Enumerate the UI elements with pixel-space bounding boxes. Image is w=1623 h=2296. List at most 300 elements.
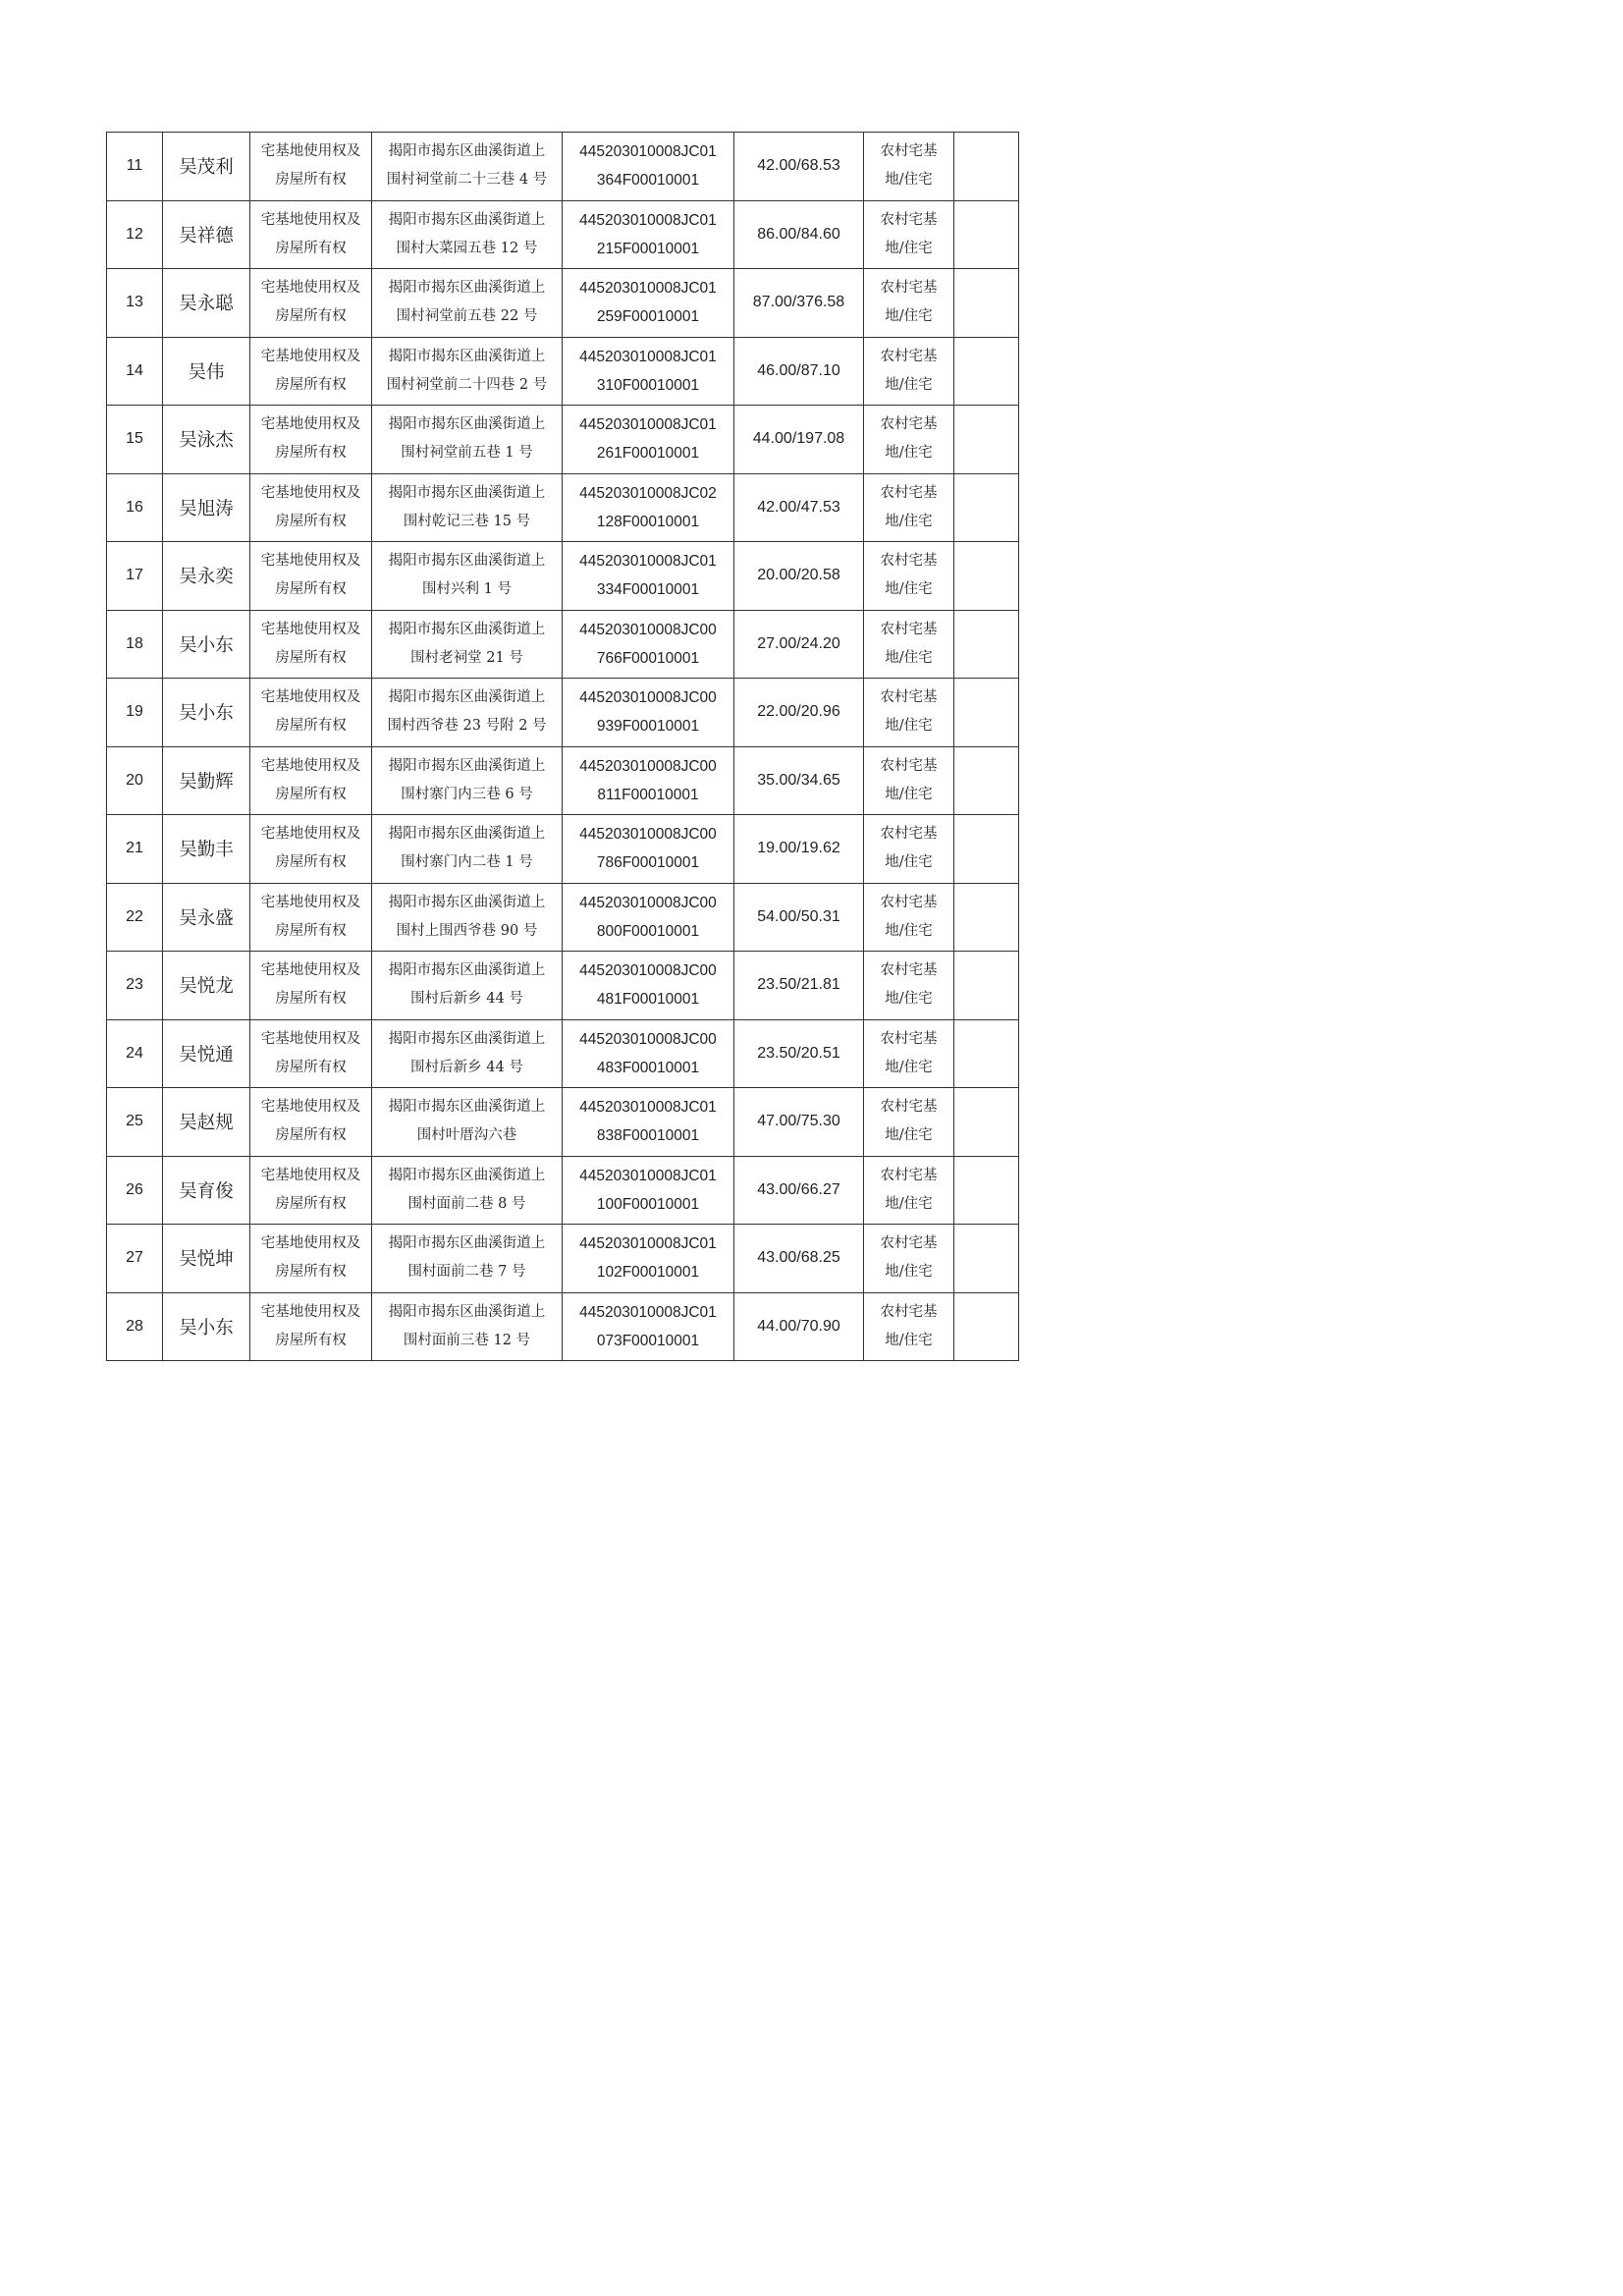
right-type-cell-line: 房屋所有权 [275, 445, 347, 462]
right-type-cell-line: 房屋所有权 [275, 1127, 347, 1144]
land-use-cell-line: 地/住宅 [885, 991, 933, 1008]
unit-code-cell-line: 766F00010001 [596, 649, 700, 667]
row-number-cell: 25 [107, 1088, 163, 1157]
land-use-cell-line: 地/住宅 [885, 649, 933, 666]
unit-code-cell-line: 445203010008JC01 [579, 1235, 717, 1253]
row-number-cell: 16 [107, 473, 163, 542]
row-number-cell: 14 [107, 337, 163, 406]
location-cell-line: 揭阳市揭东区曲溪街道上 [388, 484, 546, 501]
unit-code-cell [563, 1156, 734, 1225]
land-use-cell-line: 地/住宅 [885, 922, 933, 939]
right-type-cell [250, 883, 372, 952]
area-cell: 22.00/20.96 [734, 679, 864, 747]
right-type-cell [250, 746, 372, 815]
location-cell [372, 269, 563, 338]
remark-cell [954, 1156, 1019, 1225]
right-type-cell-line: 房屋所有权 [275, 649, 347, 666]
right-type-cell [250, 337, 372, 406]
unit-code-cell-line: 073F00010001 [596, 1332, 700, 1349]
right-type-cell [250, 952, 372, 1020]
owner-name-cell: 吴永聪 [163, 269, 250, 338]
land-use-cell [864, 200, 954, 269]
land-use-cell-line: 地/住宅 [885, 1195, 933, 1212]
location-cell [372, 746, 563, 815]
land-use-cell-line: 地/住宅 [885, 581, 933, 598]
row-number-cell: 19 [107, 679, 163, 747]
land-use-cell-line: 农村宅基 [880, 1235, 938, 1252]
land-use-cell [864, 542, 954, 611]
location-cell [372, 406, 563, 474]
table-row [107, 610, 1019, 679]
area-cell: 23.50/21.81 [734, 952, 864, 1020]
location-cell-line: 围村寨门内二巷 1 号 [401, 854, 533, 871]
remark-cell [954, 746, 1019, 815]
unit-code-cell-line: 445203010008JC01 [579, 1099, 717, 1117]
remark-cell [954, 1225, 1019, 1293]
right-type-cell-line: 宅基地使用权及 [260, 826, 361, 843]
area-cell: 43.00/66.27 [734, 1156, 864, 1225]
area-cell: 19.00/19.62 [734, 815, 864, 884]
unit-code-cell-line: 310F00010001 [596, 376, 700, 394]
table-row [107, 952, 1019, 1020]
right-type-cell-line: 房屋所有权 [275, 922, 347, 939]
right-type-cell-line: 宅基地使用权及 [260, 962, 361, 979]
location-cell-line: 围村祠堂前五巷 22 号 [396, 308, 538, 325]
unit-code-cell [563, 1292, 734, 1361]
location-cell [372, 473, 563, 542]
owner-name-cell: 吴勤辉 [163, 746, 250, 815]
right-type-cell-line: 房屋所有权 [275, 1195, 347, 1212]
table-row [107, 679, 1019, 747]
land-use-cell-line: 地/住宅 [885, 308, 933, 325]
unit-code-cell-line: 838F00010001 [596, 1127, 700, 1145]
land-use-cell-line: 农村宅基 [880, 553, 938, 570]
right-type-cell-line: 房屋所有权 [275, 308, 347, 325]
unit-code-cell [563, 406, 734, 474]
unit-code-cell-line: 481F00010001 [596, 991, 700, 1009]
remark-cell [954, 337, 1019, 406]
land-use-cell [864, 1088, 954, 1157]
row-number-cell: 18 [107, 610, 163, 679]
owner-name-cell: 吴小东 [163, 679, 250, 747]
right-type-cell [250, 542, 372, 611]
right-type-cell [250, 1088, 372, 1157]
owner-name-cell: 吴泳杰 [163, 406, 250, 474]
location-cell-line: 揭阳市揭东区曲溪街道上 [388, 962, 546, 979]
land-use-cell [864, 883, 954, 952]
remark-cell [954, 952, 1019, 1020]
right-type-cell [250, 269, 372, 338]
location-cell-line: 围村兴利 1 号 [422, 581, 512, 598]
location-cell-line: 围村祠堂前二十四巷 2 号 [386, 376, 548, 393]
remark-cell [954, 883, 1019, 952]
unit-code-cell [563, 1225, 734, 1293]
owner-name-cell: 吴育俊 [163, 1156, 250, 1225]
land-use-cell [864, 815, 954, 884]
land-use-cell-line: 农村宅基 [880, 348, 938, 364]
unit-code-cell [563, 200, 734, 269]
right-type-cell-line: 宅基地使用权及 [260, 280, 361, 297]
unit-code-cell-line: 445203010008JC00 [579, 621, 717, 638]
location-cell [372, 200, 563, 269]
unit-code-cell-line: 445203010008JC01 [579, 143, 717, 161]
right-type-cell [250, 1225, 372, 1293]
location-cell [372, 1088, 563, 1157]
area-cell: 44.00/197.08 [734, 406, 864, 474]
right-type-cell-line: 房屋所有权 [275, 240, 347, 256]
unit-code-cell-line: 811F00010001 [597, 786, 699, 803]
land-use-cell-line: 农村宅基 [880, 689, 938, 706]
unit-code-cell-line: 939F00010001 [596, 718, 700, 736]
location-cell [372, 1156, 563, 1225]
location-cell-line: 揭阳市揭东区曲溪街道上 [388, 280, 546, 297]
owner-name-cell: 吴永奕 [163, 542, 250, 611]
unit-code-cell-line: 259F00010001 [596, 308, 700, 326]
land-use-cell-line: 地/住宅 [885, 786, 933, 802]
land-use-cell-line: 地/住宅 [885, 1332, 933, 1348]
location-cell-line: 围村祠堂前五巷 1 号 [401, 445, 533, 462]
table-row [107, 473, 1019, 542]
location-cell [372, 1292, 563, 1361]
land-use-cell [864, 679, 954, 747]
location-cell-line: 围村乾记三巷 15 号 [403, 513, 531, 529]
row-number-cell: 22 [107, 883, 163, 952]
remark-cell [954, 815, 1019, 884]
records-table [106, 132, 1019, 1361]
location-cell [372, 1225, 563, 1293]
unit-code-cell [563, 883, 734, 952]
unit-code-cell-line: 445203010008JC01 [579, 280, 717, 298]
remark-cell [954, 679, 1019, 747]
land-use-cell [864, 952, 954, 1020]
table-row [107, 1156, 1019, 1225]
remark-cell [954, 1292, 1019, 1361]
remark-cell [954, 1088, 1019, 1157]
unit-code-cell [563, 815, 734, 884]
table-row [107, 406, 1019, 474]
right-type-cell-line: 房屋所有权 [275, 1332, 347, 1348]
land-use-cell-line: 农村宅基 [880, 621, 938, 637]
area-cell: 23.50/20.51 [734, 1019, 864, 1088]
owner-name-cell: 吴勤丰 [163, 815, 250, 884]
land-use-cell [864, 269, 954, 338]
right-type-cell [250, 133, 372, 201]
location-cell-line: 揭阳市揭东区曲溪街道上 [388, 826, 546, 843]
right-type-cell-line: 宅基地使用权及 [260, 211, 361, 228]
right-type-cell [250, 1292, 372, 1361]
location-cell-line: 揭阳市揭东区曲溪街道上 [388, 143, 546, 160]
land-use-cell-line: 地/住宅 [885, 376, 933, 393]
table-row [107, 1292, 1019, 1361]
owner-name-cell: 吴悦龙 [163, 952, 250, 1020]
row-number-cell: 27 [107, 1225, 163, 1293]
location-cell [372, 1019, 563, 1088]
land-use-cell [864, 610, 954, 679]
land-use-cell-line: 农村宅基 [880, 962, 938, 979]
remark-cell [954, 610, 1019, 679]
right-type-cell [250, 473, 372, 542]
location-cell [372, 542, 563, 611]
right-type-cell-line: 宅基地使用权及 [260, 553, 361, 570]
area-cell: 47.00/75.30 [734, 1088, 864, 1157]
right-type-cell-line: 房屋所有权 [275, 1059, 347, 1075]
land-use-cell [864, 133, 954, 201]
remark-cell [954, 406, 1019, 474]
row-number-cell: 23 [107, 952, 163, 1020]
unit-code-cell-line: 261F00010001 [596, 445, 700, 463]
table-row [107, 269, 1019, 338]
location-cell-line: 揭阳市揭东区曲溪街道上 [388, 553, 546, 570]
location-cell [372, 610, 563, 679]
unit-code-cell-line: 445203010008JC01 [579, 211, 717, 229]
right-type-cell-line: 房屋所有权 [275, 172, 347, 189]
land-use-cell-line: 农村宅基 [880, 1303, 938, 1320]
right-type-cell-line: 宅基地使用权及 [260, 1030, 361, 1047]
remark-cell [954, 269, 1019, 338]
area-cell: 54.00/50.31 [734, 883, 864, 952]
location-cell-line: 围村面前二巷 7 号 [407, 1264, 526, 1281]
location-cell-line: 揭阳市揭东区曲溪街道上 [388, 621, 546, 637]
unit-code-cell-line: 215F00010001 [596, 240, 700, 257]
owner-name-cell: 吴小东 [163, 610, 250, 679]
land-use-cell-line: 农村宅基 [880, 1099, 938, 1116]
location-cell-line: 围村寨门内三巷 6 号 [401, 786, 533, 802]
table-row [107, 883, 1019, 952]
row-number-cell: 13 [107, 269, 163, 338]
location-cell [372, 679, 563, 747]
unit-code-cell-line: 445203010008JC00 [579, 962, 717, 980]
location-cell-line: 围村大菜园五巷 12 号 [396, 240, 538, 256]
land-use-cell-line: 地/住宅 [885, 445, 933, 462]
location-cell-line: 揭阳市揭东区曲溪街道上 [388, 211, 546, 228]
unit-code-cell [563, 952, 734, 1020]
right-type-cell-line: 宅基地使用权及 [260, 1167, 361, 1183]
unit-code-cell-line: 100F00010001 [596, 1195, 700, 1213]
unit-code-cell-line: 445203010008JC01 [579, 1303, 717, 1321]
area-cell: 27.00/24.20 [734, 610, 864, 679]
table-row [107, 1019, 1019, 1088]
remark-cell [954, 473, 1019, 542]
land-use-cell-line: 农村宅基 [880, 484, 938, 501]
unit-code-cell-line: 334F00010001 [596, 581, 700, 599]
right-type-cell [250, 610, 372, 679]
table-row [107, 1088, 1019, 1157]
unit-code-cell-line: 445203010008JC00 [579, 826, 717, 844]
right-type-cell [250, 406, 372, 474]
land-use-cell-line: 农村宅基 [880, 143, 938, 160]
row-number-cell: 12 [107, 200, 163, 269]
land-use-cell-line: 地/住宅 [885, 172, 933, 189]
location-cell-line: 围村后新乡 44 号 [410, 1059, 523, 1075]
land-use-cell-line: 农村宅基 [880, 757, 938, 774]
owner-name-cell: 吴悦坤 [163, 1225, 250, 1293]
area-cell: 87.00/376.58 [734, 269, 864, 338]
owner-name-cell: 吴小东 [163, 1292, 250, 1361]
right-type-cell [250, 1019, 372, 1088]
land-use-cell [864, 337, 954, 406]
table-row [107, 133, 1019, 201]
unit-code-cell-line: 445203010008JC00 [579, 689, 717, 707]
location-cell-line: 揭阳市揭东区曲溪街道上 [388, 1303, 546, 1320]
right-type-cell-line: 宅基地使用权及 [260, 1303, 361, 1320]
unit-code-cell [563, 542, 734, 611]
area-cell: 46.00/87.10 [734, 337, 864, 406]
land-use-cell [864, 746, 954, 815]
unit-code-cell [563, 1088, 734, 1157]
location-cell-line: 围村叶厝沟六巷 [416, 1127, 517, 1144]
owner-name-cell: 吴旭涛 [163, 473, 250, 542]
right-type-cell-line: 房屋所有权 [275, 513, 347, 529]
area-cell: 35.00/34.65 [734, 746, 864, 815]
unit-code-cell [563, 269, 734, 338]
land-use-cell [864, 1019, 954, 1088]
unit-code-cell [563, 1019, 734, 1088]
right-type-cell [250, 679, 372, 747]
unit-code-cell-line: 483F00010001 [596, 1059, 700, 1076]
unit-code-cell [563, 746, 734, 815]
remark-cell [954, 200, 1019, 269]
unit-code-cell-line: 445203010008JC01 [579, 1167, 717, 1184]
land-use-cell [864, 406, 954, 474]
right-type-cell-line: 宅基地使用权及 [260, 757, 361, 774]
right-type-cell-line: 宅基地使用权及 [260, 143, 361, 160]
right-type-cell-line: 宅基地使用权及 [260, 484, 361, 501]
right-type-cell [250, 1156, 372, 1225]
location-cell-line: 揭阳市揭东区曲溪街道上 [388, 757, 546, 774]
location-cell [372, 133, 563, 201]
table-row [107, 815, 1019, 884]
location-cell-line: 揭阳市揭东区曲溪街道上 [388, 416, 546, 433]
row-number-cell: 28 [107, 1292, 163, 1361]
land-use-cell-line: 地/住宅 [885, 1264, 933, 1281]
row-number-cell: 17 [107, 542, 163, 611]
land-use-cell [864, 1156, 954, 1225]
land-use-cell-line: 地/住宅 [885, 854, 933, 871]
location-cell-line: 围村后新乡 44 号 [410, 991, 523, 1008]
unit-code-cell [563, 337, 734, 406]
unit-code-cell [563, 679, 734, 747]
records-table-body [107, 133, 1019, 1361]
right-type-cell-line: 宅基地使用权及 [260, 621, 361, 637]
location-cell [372, 883, 563, 952]
remark-cell [954, 542, 1019, 611]
owner-name-cell: 吴赵规 [163, 1088, 250, 1157]
right-type-cell-line: 房屋所有权 [275, 376, 347, 393]
land-use-cell-line: 地/住宅 [885, 240, 933, 256]
land-use-cell-line: 农村宅基 [880, 416, 938, 433]
unit-code-cell-line: 445203010008JC01 [579, 553, 717, 571]
land-use-cell [864, 1225, 954, 1293]
right-type-cell-line: 宅基地使用权及 [260, 1099, 361, 1116]
remark-cell [954, 1019, 1019, 1088]
location-cell-line: 揭阳市揭东区曲溪街道上 [388, 894, 546, 910]
location-cell [372, 815, 563, 884]
area-cell: 86.00/84.60 [734, 200, 864, 269]
land-use-cell-line: 地/住宅 [885, 1059, 933, 1075]
row-number-cell: 21 [107, 815, 163, 884]
unit-code-cell [563, 610, 734, 679]
right-type-cell-line: 宅基地使用权及 [260, 1235, 361, 1252]
right-type-cell-line: 宅基地使用权及 [260, 689, 361, 706]
right-type-cell-line: 房屋所有权 [275, 718, 347, 735]
table-row [107, 200, 1019, 269]
right-type-cell [250, 815, 372, 884]
location-cell [372, 337, 563, 406]
owner-name-cell: 吴伟 [163, 337, 250, 406]
row-number-cell: 24 [107, 1019, 163, 1088]
land-use-cell [864, 1292, 954, 1361]
land-use-cell-line: 农村宅基 [880, 211, 938, 228]
unit-code-cell-line: 800F00010001 [596, 922, 700, 940]
right-type-cell-line: 宅基地使用权及 [260, 894, 361, 910]
land-use-cell-line: 农村宅基 [880, 1167, 938, 1183]
location-cell-line: 揭阳市揭东区曲溪街道上 [388, 1099, 546, 1116]
right-type-cell-line: 宅基地使用权及 [260, 348, 361, 364]
right-type-cell-line: 房屋所有权 [275, 854, 347, 871]
unit-code-cell-line: 445203010008JC00 [579, 757, 717, 775]
location-cell-line: 揭阳市揭东区曲溪街道上 [388, 1235, 546, 1252]
owner-name-cell: 吴悦通 [163, 1019, 250, 1088]
right-type-cell-line: 房屋所有权 [275, 581, 347, 598]
unit-code-cell-line: 445203010008JC01 [579, 416, 717, 434]
unit-code-cell-line: 445203010008JC00 [579, 894, 717, 911]
location-cell-line: 围村祠堂前二十三巷 4 号 [386, 172, 548, 189]
right-type-cell-line: 房屋所有权 [275, 991, 347, 1008]
area-cell: 44.00/70.90 [734, 1292, 864, 1361]
right-type-cell [250, 200, 372, 269]
location-cell [372, 952, 563, 1020]
table-row [107, 337, 1019, 406]
location-cell-line: 围村面前二巷 8 号 [407, 1195, 526, 1212]
row-number-cell: 20 [107, 746, 163, 815]
table-row [107, 746, 1019, 815]
right-type-cell-line: 房屋所有权 [275, 1264, 347, 1281]
land-use-cell-line: 农村宅基 [880, 280, 938, 297]
table-row [107, 1225, 1019, 1293]
row-number-cell: 11 [107, 133, 163, 201]
land-use-cell [864, 473, 954, 542]
location-cell-line: 揭阳市揭东区曲溪街道上 [388, 348, 546, 364]
area-cell: 42.00/47.53 [734, 473, 864, 542]
row-number-cell: 15 [107, 406, 163, 474]
owner-name-cell: 吴祥德 [163, 200, 250, 269]
owner-name-cell: 吴永盛 [163, 883, 250, 952]
location-cell-line: 围村西爷巷 23 号附 2 号 [387, 718, 547, 735]
unit-code-cell-line: 445203010008JC02 [579, 484, 717, 502]
location-cell-line: 围村上围西爷巷 90 号 [396, 922, 538, 939]
area-cell: 43.00/68.25 [734, 1225, 864, 1293]
unit-code-cell-line: 128F00010001 [596, 513, 700, 530]
right-type-cell-line: 房屋所有权 [275, 786, 347, 802]
unit-code-cell [563, 473, 734, 542]
owner-name-cell: 吴茂利 [163, 133, 250, 201]
location-cell-line: 围村面前三巷 12 号 [403, 1332, 531, 1348]
unit-code-cell-line: 364F00010001 [596, 172, 700, 190]
unit-code-cell-line: 445203010008JC01 [579, 348, 717, 365]
land-use-cell-line: 农村宅基 [880, 826, 938, 843]
location-cell-line: 揭阳市揭东区曲溪街道上 [388, 1030, 546, 1047]
area-cell: 42.00/68.53 [734, 133, 864, 201]
unit-code-cell-line: 102F00010001 [596, 1264, 700, 1282]
right-type-cell-line: 宅基地使用权及 [260, 416, 361, 433]
area-cell: 20.00/20.58 [734, 542, 864, 611]
location-cell-line: 揭阳市揭东区曲溪街道上 [388, 689, 546, 706]
unit-code-cell-line: 786F00010001 [596, 854, 700, 872]
land-use-cell-line: 地/住宅 [885, 1127, 933, 1144]
land-use-cell-line: 农村宅基 [880, 1030, 938, 1047]
remark-cell [954, 133, 1019, 201]
location-cell-line: 揭阳市揭东区曲溪街道上 [388, 1167, 546, 1183]
